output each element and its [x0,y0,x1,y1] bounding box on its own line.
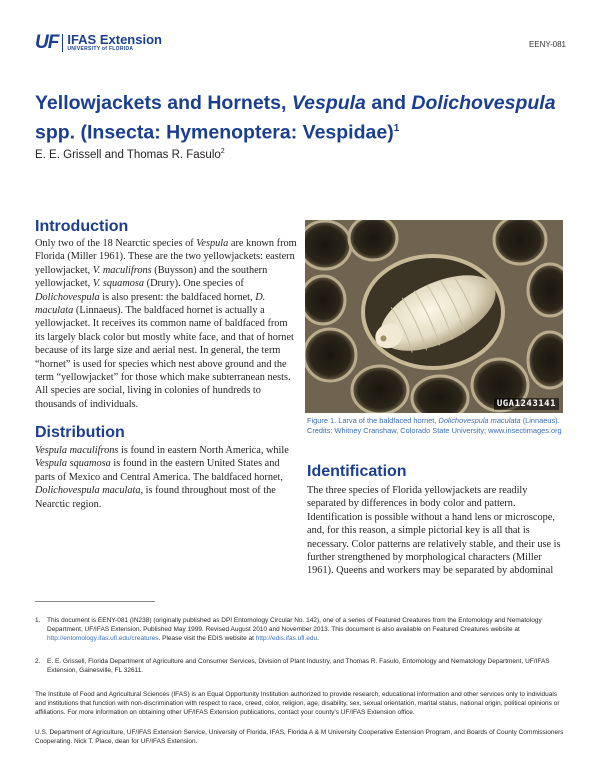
authors-footnote-ref: 2 [220,148,225,155]
text-italic: Vespula [196,238,229,249]
footnote-text: E. E. Grissell, Florida Department of Agriculture and Consumer Services, Division of Plant Industry, and Thomas R. Fasulo, Entomology and Nematology Department, UF/IFAS Extension, Gainesville, FL 32611. [47,658,550,674]
text: is found in eastern North America, while [118,445,289,456]
page-title [35,90,570,146]
text: are known from Florida (Miller 1961). These are the two yellowjackets: eastern yellowjacket, [35,238,297,276]
image-watermark: UGA1243141 [494,398,559,410]
distribution-heading: Distribution [35,424,125,441]
footnote-divider [35,601,155,602]
document-id: EENY-081 [528,40,566,49]
introduction-paragraph [35,237,297,411]
logo-ifas: IFAS Extension [67,32,162,47]
text-italic: Dolichovespula [35,291,100,303]
title-footnote-ref: 1 [393,123,400,134]
text: . [317,635,319,642]
text: is also present: the baldfaced hornet, [99,291,256,303]
title-line-2: spp. (Insecta: Hymenoptera: Vespidae) [35,121,394,144]
title-genus-dolichovespula: Dolichovespula [411,92,556,114]
footnote-number: 2. [35,658,41,665]
text-italic: V. squamosa [92,278,145,290]
figure-credits: Credits: Whitney Cranshaw, Colorado State University; www.insectimages.org [307,426,562,435]
edis-link[interactable]: http://edis.ifas.ufl.edu [255,635,318,642]
larva-photo [305,220,563,413]
featured-creatures-link[interactable]: http://entomology.ifas.ufl.edu/creatures [47,635,159,642]
usda-statement: U.S. Department of Agriculture, UF/IFAS Extension Service, University of Florida, IFAS, Florida A & M University Cooperative Extension Program, and Boards of County Commissioners Cooperating. Nick T. Place, dean for UF/IFAS Extension. [35,729,564,745]
distribution-paragraph [35,444,297,511]
footnote-1 [35,616,565,643]
caption-italic: Dolichovespula maculata [438,416,521,425]
logo-text [67,33,162,53]
logo-uf: UF [35,32,59,53]
footnote-number: 1. [35,617,41,624]
footnote-2 [35,657,565,675]
equal-opportunity-statement: The Institute of Food and Agricultural Sciences (IFAS) is an Equal Opportunity Institution authorized to provide research, educational information and other services only to individuals and institutions that function with non-discrimination with respect to race, creed, color, religion, age, disability, sex, sexual orientation, marital status, national origin, political opinions or affiliations. For more information on obtaining other UF/IFAS Extension publications, contact your county’s UF/IFAS Extension office. [35,691,560,716]
title-genus-vespula: Vespula [291,92,366,114]
text-italic: Vespula squamosa [35,458,111,470]
title-part: and [365,92,412,114]
text: (Linnaeus). The baldfaced hornet is actually a yellowjacket. It receives its common name of baldfaced from its largely black color but mostly white face, and that of hornet because of its large size and aerial nest. In general, the term “hornet” is used for species which nest above ground and the term “yellowjacket” for those which make subterranean nests. All species are social, living in colonies of hundreds to thousands of individuals. [35,305,294,410]
text: is found in the eastern United States and parts of Mexico and Central America. The baldfaced hornet, [35,458,283,483]
footnote-text [47,616,565,643]
authors-text: E. E. Grissell and Thomas R. Fasulo [35,148,221,161]
caption-text: Figure 1. Larva of the baldfaced hornet, [307,416,439,425]
logo-divider [62,34,63,52]
text: (Drury). One species of [144,278,244,290]
figure-caption [307,416,562,436]
ufifas-logo [35,32,162,54]
logo-university: UNIVERSITY of FLORIDA [67,46,134,52]
text: (Buysson) and the southern yellowjacket, [35,264,268,290]
caption-text: (Linnaeus). [520,416,560,425]
text: , is found throughout most of the Nearctic region. [35,485,276,510]
text: Only two of the 18 Nearctic species of [35,238,197,249]
title-part: Yellowjackets and Hornets, [35,92,292,114]
text: . Please visit the EDIS website at [158,635,256,642]
text-italic: D. maculata [35,291,266,317]
introduction-heading: Introduction [35,218,129,235]
honeycomb-larva-image [305,220,563,413]
text-italic: Dolichovespula maculata [35,485,141,497]
authors [35,148,225,161]
identification-paragraph: The three species of Florida yellowjackets are readily separated by differences in body color and pattern. Identification is possible without a hand lens or microscope, and, for this reason, a simple pictorial key is all that is necessary. Color patterns are relatively stable, and their use is further strengthened by morphological characters (Miller 1961). Queens and workers may be separated by abdominal [307,485,561,577]
text-italic: Vespula maculifrons [35,445,119,456]
text-italic: V. maculifrons [92,264,152,276]
identification-heading: Identification [307,463,407,480]
text: This document is EENY-081 (IN238) (originally published as DPI Entomology Circular No. 142), one of a series of Featured Creatures from the Entomology and Nematology Department, UF/IFAS Extension. Published May 1999. Revised August 2010 and November 2013. This document is also available on Featured Creatures website at [47,617,542,633]
